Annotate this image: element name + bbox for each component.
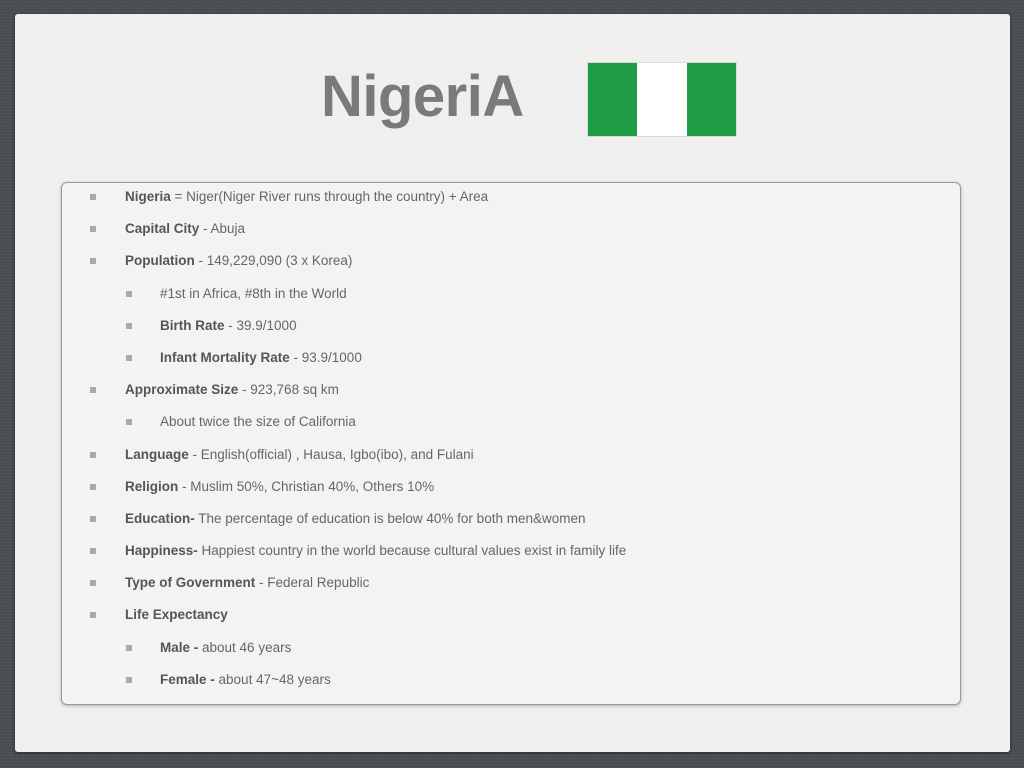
- bullet-item: [62, 508, 960, 540]
- bullet-label: Birth Rate: [160, 317, 225, 333]
- bullet-item: [62, 218, 960, 250]
- bullet-label: Infant Mortality Rate: [160, 349, 290, 365]
- bullet-text: [160, 637, 291, 659]
- bullet-label: Nigeria: [125, 189, 171, 204]
- bullet-text: [125, 572, 369, 594]
- bullet-item: [62, 604, 960, 636]
- bullet-text: [160, 315, 297, 337]
- bullet-text: [160, 411, 356, 433]
- bullet-text: [125, 379, 339, 401]
- bullet-item: [62, 283, 960, 315]
- bullet-text: [125, 444, 474, 466]
- bullet-item: [62, 315, 960, 347]
- bullet-detail: - Abuja: [199, 221, 246, 237]
- bullet-square-icon: [90, 387, 96, 393]
- bullet-text: [125, 508, 586, 530]
- bullet-detail: - English(official) , Hausa, Igbo(ibo), and Fulani: [188, 446, 474, 462]
- slide: [15, 14, 1010, 752]
- bullet-item: [62, 347, 960, 379]
- bullet-text: [125, 218, 245, 240]
- bullet-detail: - 93.9/1000: [289, 349, 362, 365]
- bullet-item: [62, 411, 960, 443]
- bullet-item: [62, 669, 960, 701]
- bullet-square-icon: [126, 645, 132, 651]
- bullet-label: Type of Government: [125, 575, 256, 591]
- bullet-label: Female -: [160, 671, 215, 687]
- bullet-detail: - Muslim 50%, Christian 40%, Others 10%: [178, 478, 435, 494]
- bullet-item: [62, 572, 960, 604]
- bullet-text: [160, 283, 347, 305]
- bullet-detail: Happiest country in the world because cultural values exist in family life: [197, 543, 627, 559]
- bullet-label: Life Expectancy: [125, 607, 228, 623]
- bullet-label: Religion: [125, 478, 179, 494]
- bullet-label: Population: [125, 253, 195, 269]
- bullet-text: [125, 476, 434, 498]
- bullet-detail: about 46 years: [198, 639, 292, 655]
- nigeria-flag-icon: [587, 62, 737, 137]
- bullet-text: [160, 347, 362, 369]
- bullet-detail: - 923,768 sq km: [238, 382, 339, 398]
- bullet-square-icon: [90, 548, 96, 554]
- bullet-list: [62, 186, 960, 701]
- bullet-label: Male -: [160, 639, 199, 655]
- flag-band-center: [637, 63, 686, 136]
- bullet-item: [62, 476, 960, 508]
- bullet-square-icon: [90, 484, 96, 490]
- content-box: [61, 182, 961, 705]
- bullet-text: [160, 669, 331, 691]
- bullet-detail: - 149,229,090 (3 x Korea): [194, 253, 353, 269]
- bullet-square-icon: [126, 419, 132, 425]
- bullet-label: Education-: [125, 510, 195, 526]
- flag-band-right: [687, 63, 736, 136]
- bullet-detail: #1st in Africa, #8th in the World: [160, 285, 347, 301]
- bullet-text: [125, 604, 228, 626]
- bullet-square-icon: [90, 258, 96, 264]
- bullet-item: [62, 379, 960, 411]
- bullet-label: Capital City: [125, 221, 200, 237]
- bullet-square-icon: [90, 516, 96, 522]
- bullet-square-icon: [90, 612, 96, 618]
- bullet-item: [62, 250, 960, 282]
- bullet-label: Happiness-: [125, 543, 198, 559]
- bullet-item: [62, 186, 960, 218]
- bullet-square-icon: [90, 226, 96, 232]
- bullet-square-icon: [126, 355, 132, 361]
- bullet-label: Language: [125, 446, 189, 462]
- flag-band-left: [588, 63, 637, 136]
- bullet-square-icon: [90, 580, 96, 586]
- bullet-square-icon: [90, 452, 96, 458]
- bullet-text: [125, 540, 626, 562]
- bullet-item: [62, 444, 960, 476]
- bullet-square-icon: [126, 323, 132, 329]
- bullet-detail: about 47~48 years: [214, 671, 331, 687]
- bullet-square-icon: [126, 677, 132, 683]
- bullet-item: [62, 540, 960, 572]
- bullet-text: [125, 186, 488, 208]
- bullet-square-icon: [126, 291, 132, 297]
- bullet-detail: = Niger(Niger River runs through the country) + Area: [170, 189, 489, 204]
- bullet-detail: The percentage of education is below 40% for both men&women: [194, 510, 586, 526]
- bullet-label: Approximate Size: [125, 382, 239, 398]
- bullet-text: [125, 250, 352, 272]
- bullet-detail: - Federal Republic: [255, 575, 370, 591]
- bullet-detail: About twice the size of California: [160, 414, 356, 430]
- slide-title: NigeriA: [321, 64, 524, 129]
- bullet-square-icon: [90, 194, 96, 200]
- bullet-item: [62, 637, 960, 669]
- bullet-detail: - 39.9/1000: [224, 317, 297, 333]
